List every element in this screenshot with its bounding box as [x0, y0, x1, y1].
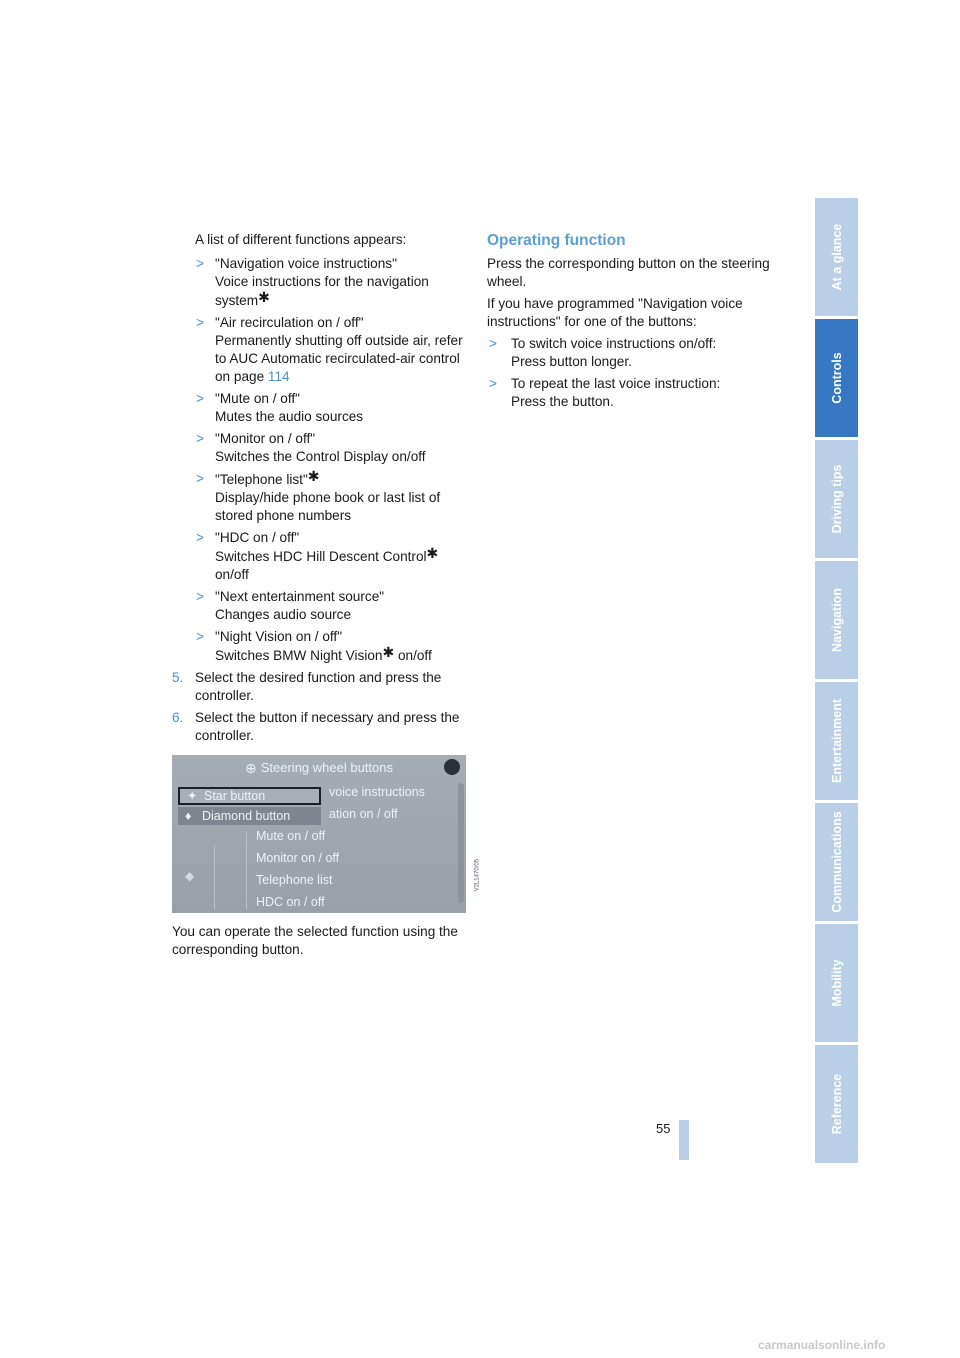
- list-item: voice instructions: [329, 785, 425, 799]
- step-number: 5.: [172, 670, 184, 685]
- tab-reference[interactable]: Reference: [815, 1045, 858, 1163]
- left-column: [172, 231, 480, 963]
- bullet-desc: Changes audio source: [215, 607, 352, 622]
- optional-star-icon: ✱: [307, 468, 320, 484]
- bullet-mark: >: [196, 589, 204, 604]
- bullet-desc: Mutes the audio sources: [215, 409, 364, 424]
- bullet-desc-end: on/off: [394, 648, 432, 663]
- list-item: [172, 529, 468, 584]
- list-intro: A list of different functions appears:: [195, 232, 407, 247]
- list-item: [487, 335, 787, 371]
- tab-mobility[interactable]: Mobility: [815, 924, 858, 1042]
- bullet-desc: Switches BMW Night Vision: [215, 648, 383, 663]
- screenshot-title: Steering wheel buttons: [260, 760, 393, 775]
- bullet-mark: >: [196, 431, 204, 446]
- step-text: Select the desired function and press the controller.: [195, 670, 442, 703]
- bullet-head: To repeat the last voice instruction:: [511, 376, 721, 391]
- list-item: [172, 314, 468, 386]
- bullet-head: To switch voice instructions on/off:: [511, 336, 717, 351]
- bullet-desc: Display/hide phone book or last list of stored phone numbers: [215, 490, 441, 523]
- step-number: 6.: [172, 710, 184, 725]
- scroll-arrow-icon: ◆: [185, 869, 195, 883]
- button-label: Star button: [204, 789, 266, 803]
- image-code: V2L1470/05: [474, 859, 480, 892]
- right-column: [487, 231, 787, 415]
- bullet-desc: Permanently shutting off outside air, refer to AUC Automatic recirculated-air control on page: [215, 333, 463, 384]
- tab-entertainment[interactable]: Entertainment: [815, 682, 858, 800]
- bullet-mark: >: [196, 315, 204, 330]
- screenshot-header: [172, 755, 466, 781]
- tab-driving-tips[interactable]: Driving tips: [815, 440, 858, 558]
- footer-watermark: carmanualsonline.info: [758, 1338, 886, 1352]
- bullet-desc: Voice instructions for the navigation system: [215, 274, 429, 308]
- paragraph: If you have programmed "Navigation voice instructions" for one of the buttons:: [487, 296, 743, 329]
- tab-controls[interactable]: Controls: [815, 319, 858, 437]
- page-link[interactable]: 114: [267, 369, 290, 384]
- list-item: Mute on / off: [256, 829, 326, 843]
- bullet-head: "Telephone list": [215, 472, 308, 487]
- tab-at-a-glance[interactable]: At a glance: [815, 198, 858, 316]
- bullet-desc: Press button longer.: [511, 354, 632, 369]
- caption: You can operate the selected function using the corresponding button.: [172, 924, 458, 957]
- star-button: [178, 787, 321, 805]
- optional-star-icon: ✱: [382, 644, 395, 660]
- list-item: [172, 255, 468, 310]
- bullet-mark: >: [196, 530, 204, 545]
- diamond-icon: ♦: [185, 809, 192, 823]
- paragraph: Press the corresponding button on the steering wheel.: [487, 256, 770, 289]
- step-item: [172, 709, 468, 745]
- step-text: Select the button if necessary and press the controller.: [195, 710, 460, 743]
- bullet-mark: >: [489, 336, 497, 351]
- bullet-head: "Night Vision on / off": [215, 629, 343, 644]
- optional-star-icon: ✱: [258, 289, 270, 305]
- tab-navigation[interactable]: Navigation: [815, 561, 858, 679]
- list-item: [172, 430, 468, 466]
- diamond-button: [178, 807, 321, 825]
- bullet-head: "Next entertainment source": [215, 589, 385, 604]
- divider: [246, 831, 247, 909]
- bullet-head: "Navigation voice instructions": [215, 256, 397, 271]
- tab-communications[interactable]: Communications: [815, 803, 858, 921]
- bullet-desc: Switches HDC Hill Descent Control: [215, 549, 427, 564]
- star-icon: ✦: [187, 789, 198, 803]
- list-item: HDC on / off: [256, 895, 325, 909]
- bullet-mark: >: [196, 629, 204, 644]
- bullet-head: "HDC on / off": [215, 530, 300, 545]
- bullet-mark: >: [196, 391, 204, 406]
- chapter-tabs: [815, 198, 858, 1166]
- bullet-desc: Switches the Control Display on/off: [215, 449, 426, 464]
- list-item: [487, 375, 787, 411]
- list-item: [172, 470, 468, 525]
- list-item: Monitor on / off: [256, 851, 340, 865]
- controller-icon: [444, 759, 460, 775]
- section-heading: Operating function: [487, 232, 626, 249]
- divider: [214, 845, 215, 909]
- page-number-bar: [679, 1120, 689, 1160]
- bullet-desc: Press the button.: [511, 394, 614, 409]
- bullet-head: "Mute on / off": [215, 391, 300, 406]
- bullet-mark: >: [196, 256, 204, 271]
- bullet-mark: >: [196, 471, 204, 486]
- button-label: Diamond button: [202, 809, 291, 823]
- list-item: [172, 588, 468, 624]
- page-number: 55: [656, 1121, 671, 1136]
- list-item: [172, 390, 468, 426]
- bullet-desc-end: on/off: [215, 567, 249, 582]
- list-item: [172, 628, 468, 665]
- steering-wheel-buttons-screenshot: [172, 755, 480, 913]
- step-item: [172, 669, 468, 705]
- list-item: ation on / off: [329, 807, 398, 821]
- bullet-head: "Air recirculation on / off": [215, 315, 364, 330]
- list-item: Telephone list: [256, 873, 333, 887]
- button-selector: [178, 787, 321, 907]
- scrollbar: [458, 783, 464, 903]
- bullet-mark: >: [489, 376, 497, 391]
- optional-star-icon: ✱: [426, 545, 439, 561]
- bullet-head: "Monitor on / off": [215, 431, 316, 446]
- steering-wheel-icon: ⊕: [245, 760, 257, 776]
